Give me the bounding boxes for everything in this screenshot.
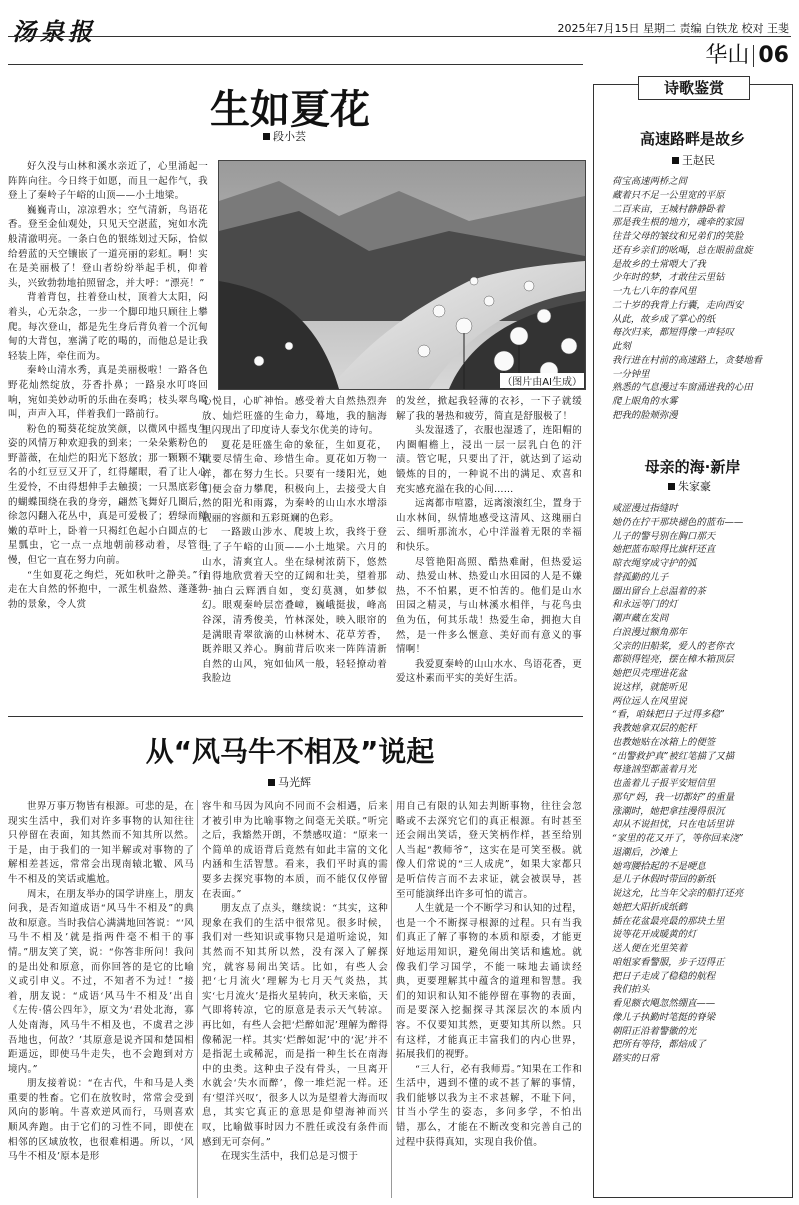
paragraph: 朋友点了点头，继续说：“其实，这种现象在我们的生活中很常见。很多时候，我们对一些知识或事物只是道听途说，知其然而不知其所以然，没有深入了解探究，就容易闹出笑话。比如，有些人会把‘七月流火’理解为七月天气炎热，其实‘七月流火’是指火星转向，秋天来临，天气即将转凉，它的原意是表示天气转凉。再比如，有些人会把‘烂醉如泥’理解为醉得像稀泥一样。其实‘烂醉如泥’中的‘泥’并不是指泥土或稀泥，而是指一种生长在南海中的虫类。这种虫子没有骨头，一旦离开水就会‘失水而醉’，像一堆烂泥一样。还有‘望洋兴叹’，很多人以为是望着大海而叹息，其实它真正的意思是仰望海神而兴叹，比喻做事时因力不胜任或没有条件而感到无可奈何。” xyxy=(202,903,388,1148)
poem-line: 一分钟里 xyxy=(612,368,650,380)
section-divider xyxy=(753,45,754,67)
poem-line: 白浪漫过额角那年 xyxy=(612,626,688,638)
article1-column-3 xyxy=(396,395,582,705)
paragraph: 夏花是旺盛生命的象征，生如夏花，就要尽情生命、珍惜生命。夏花如万物一样，都在努力生长。只要有一缕阳光，她们便会奋力攀爬，积极向上，去接受大自然的阳光和雨露，为秦岭的山山水水增添靓丽的容颜和五彩斑斓的色彩。 xyxy=(202,439,387,524)
poem-line: 她仍在拧干那块褪色的蓝布—— xyxy=(612,516,744,528)
poem-line: 和永远等门的灯 xyxy=(612,599,678,611)
article-divider xyxy=(8,716,583,717)
poem-line: 圈出留台上总温着的茶 xyxy=(612,585,706,597)
paragraph: 朋友接着说：“在古代，牛和马是人类重要的牲畜。它们在放牧时，常常会受到风向的影响。牛喜欢逆风而行，马则喜欢顺风奔跑。由于它们的习性不同，即使在相邻的区域放牧，也很难相遇。所以，‘风马牛不相及’原本是形 xyxy=(8,1078,194,1163)
paragraph: 我爱夏秦岭的山山水水、鸟语花香，更爱这朴素而平实的美好生活。 xyxy=(396,658,582,685)
poem-line: 插在花盆最亮最的那块土里 xyxy=(612,915,725,927)
poem-line: 她把贝壳理进花盆 xyxy=(612,668,688,679)
poem-line: 藏着只不足一公里宽的平原 xyxy=(612,189,725,201)
byline-square-icon xyxy=(268,779,275,786)
paragraph: 容牛和马因为风向不同而不会相遇，后来才被引申为比喻事物之间毫无关联。”听完之后，我豁然开朗，不禁感叹道：“原来一个简单的成语背后竟然有如此丰富的文化内涵和生活智慧。看来，我们平时真的需要多去探究事物的本质，而不能仅仅停留在表面。” xyxy=(202,801,388,900)
page-number: 06 xyxy=(758,43,789,68)
poem-line: 荷宝高速两桥之间 xyxy=(612,176,688,187)
poem-line: 还有乡亲们的吆喝，总在眼前盘旋 xyxy=(612,244,753,256)
column-rule xyxy=(391,800,392,1198)
poem-line: “出警救护真”被红笔描了又描 xyxy=(612,750,735,762)
poem-line: 送人便在光里笑着 xyxy=(612,943,688,954)
poem-line: 二百来亩，王城村静静卧着 xyxy=(612,203,725,215)
header-rule xyxy=(8,36,791,37)
article2-column-1 xyxy=(8,800,194,1198)
column-rule xyxy=(197,800,198,1198)
poem-line: 从此，故乡成了掌心的纸 xyxy=(612,313,716,325)
poem-line: 说这允，比当年父亲的船打还亮 xyxy=(612,888,744,899)
poem-line: 都锁得锃亮，摆在樟木箱顶层 xyxy=(612,654,734,666)
poem-line: 是故乡的土常喂大了我 xyxy=(612,258,706,270)
paragraph: 秦岭山清水秀，真是美丽极啦！一路各色野花灿然绽放，芬香扑鼻；一路泉水叮咚回响，宛如美妙动听的乐曲在奏鸣；枝头翠鸟鸣叫，声声入耳，伴着我们一路前行。 xyxy=(8,365,208,421)
article1-column-2 xyxy=(202,395,387,705)
poem-line: 父亲的旧船桨，爱人的老你衣 xyxy=(612,640,734,652)
paragraph: 心悦目，心旷神怡。感受着大自然热烈奔放、灿烂旺盛的生命力，蓦地，我的脑海里闪现出了印度诗人泰戈尔优美的诗句。 xyxy=(202,396,387,437)
poem1-byline: 王赵民 xyxy=(672,152,715,168)
paragraph: 用自己有限的认知去判断事物，往往会忽略或不去深究它们的真正根源。有时甚至还会闹出笑话，登天笑柄作样，甚至给别人当起“教师爷”，这实在是可笑至极。就像人们常说的“三人成虎”，如果大家都只是听信传言而不去求证，就会被误导，甚至可能演绎出许多可怕的谎言。 xyxy=(396,801,582,900)
article2-byline: 马光辉 xyxy=(268,774,311,790)
paragraph: 好久没与山林和溪水亲近了，心里涌起一阵阵向往。今日终于如愿，而且一起作气，我登上了秦岭子午峪的山顶——小土地梁。 xyxy=(8,161,208,202)
poem-line: 熟悉的气息漫过车窗涌进我的心田 xyxy=(612,382,753,394)
poem-line: 二十岁的我背上行囊，走向西安 xyxy=(612,299,744,311)
article1-column-1 xyxy=(8,160,208,705)
poem-line: 也教她贴在冰箱上的便签 xyxy=(612,736,716,748)
photo-caption: （图片由AI生成） xyxy=(500,373,584,388)
poem-line: 晾衣绳穿成守护的弧 xyxy=(612,558,697,569)
poem-line: 看见额衣飓忽然绷直—— xyxy=(612,998,716,1009)
poem1-body xyxy=(612,175,788,423)
poem-line: 把我的脸颊弥漫 xyxy=(612,409,678,421)
poem-line: 咱姐家看警服，步子迈得正 xyxy=(612,956,725,968)
poem-line: 此刻 xyxy=(612,341,631,352)
article2-column-3 xyxy=(396,800,582,1198)
poem-line: 她弯腰拾起的不是哽息 xyxy=(612,860,706,872)
byline-square-icon xyxy=(672,157,679,164)
poem1-title: 高速路畔是故乡 xyxy=(639,130,745,148)
landscape-flowers-image xyxy=(219,161,585,389)
masthead-logo: 汤泉报 xyxy=(12,17,96,46)
sidebar-header: 诗歌鉴赏 xyxy=(638,76,750,100)
article1-title: 生如夏花 xyxy=(210,87,370,133)
article2-column-2 xyxy=(202,800,388,1198)
section-name: 华山 xyxy=(705,43,750,68)
poem-line: “看，咱妹把日子过得多稳” xyxy=(612,709,725,721)
issue-meta: 2025年7月15日 星期二 责编 白铁龙 校对 王斐 xyxy=(557,22,789,35)
paragraph: 的发丝，掀起我轻薄的衣衫，一下子就缓解了我的暑热和疲劳，简直是舒服极了！ xyxy=(396,396,582,422)
poem-line: 也盖着儿子报平安短信里 xyxy=(612,778,716,789)
poem2-byline: 朱家豪 xyxy=(668,478,711,494)
poem-line: 爬上眼角的水雾 xyxy=(612,396,678,407)
poem-line: 一九七八年的春风里 xyxy=(612,286,697,297)
poem2-body xyxy=(612,502,788,1066)
section-label xyxy=(705,38,789,69)
poem-line: 那是我生根的地方，魂牵的家园 xyxy=(612,217,744,229)
paragraph: 巍巍青山，凉凉碧水；空气清新，鸟语花香。登至金仙观处，只见天空湛蓝，宛如水洗般清澈明亮。一条白色的银练划过天际，恰似给碧蓝的天空镶嵌了一道亮丽的彩虹。啊！实在是美丽极了！登山者纷纷举起手机，仰着头，兴致勃勃地拍照留念，并大呼：“漂亮！” xyxy=(8,204,208,289)
poem-line: 像儿子执勤时笔挺的脊梁 xyxy=(612,1011,716,1023)
poem-line: 却从不说担忧，只在电话里讲 xyxy=(612,819,734,831)
poem-line: 退潮后，沙滩上 xyxy=(612,846,678,858)
poem-line: 说这样，就能听见 xyxy=(612,681,688,693)
poem-line: 涨潮时，她把拿挂漫得很沉 xyxy=(612,805,725,817)
poem-line: 把所有等待，都焙成了 xyxy=(612,1039,706,1051)
article1-byline: 段小芸 xyxy=(263,128,306,144)
poem-line: 往昔父母的皱纹和兄弟们的笑脸 xyxy=(612,231,744,242)
byline-square-icon xyxy=(263,133,270,140)
article2-title: 从“风马牛不相及”说起 xyxy=(145,735,435,768)
poem-line: 踏实的日常 xyxy=(612,1053,659,1064)
poem-line: 替孤勤的儿子 xyxy=(612,571,669,583)
poem-line: 潮声藏在发间 xyxy=(612,613,669,624)
paragraph: 远离都市喧嚣，远离滚滚红尘，置身于山水林间，纵情地感受这清风、这瑰丽白云、细听那流水，心中洋溢着无限的幸福和快乐。 xyxy=(396,498,582,553)
poem-line: 我们拍头 xyxy=(612,984,650,996)
poem-line: 她把大阳折成纸鹤 xyxy=(612,901,688,913)
poem-line: 每次归来，都短得像一声轻叹 xyxy=(612,327,734,339)
poem-line: 她把蓝布晾得比旗杆还直 xyxy=(612,544,716,556)
poem-line: 是儿子休假时带回的新纸 xyxy=(612,874,716,886)
paragraph: 尽管艳阳高照、酷热难耐，但热爱运动、热爱山林、热爱山水田园的人是不嫌热，不不怕累，更不怕苦的。他们是山水田园之精灵，与山林溪水相伴，与花鸟虫鱼为伍，何其乐哉！热爱生命，拥抱大自然，是一件多么惬意、美好而有意义的事情啊！ xyxy=(396,556,582,656)
paragraph: “生如夏花之绚烂，死如秋叶之静美。”行走在大自然的怀抱中，一派生机盎然、蓬蓬勃勃的景象，令人赏 xyxy=(8,569,208,610)
poem-line: “家里的花又开了，等你回来浇” xyxy=(612,833,744,844)
paragraph: 一路跋山涉水、爬坡上坎，我终于登上了子午峪的山顶——小土地梁。六月的山水，清爽宜人。坐在绿树浓荫下，悠然自得地欣赏着天空的辽阔和壮美，望着那一抽白云辉洒自如，变幻莫测，如梦似幻。眼观秦岭层峦叠嶂，巍峨挺拔，峰高谷深，清秀俊美，竹林深处，映入眼帘的是满眼青翠欲滴的山林树木、花草芳香，既养眼又养心。胸前背后吹来一阵阵清新自然的山风，宛如仙风一般，轻轻撩动着我脸边 xyxy=(202,527,387,685)
poem-line: 我教她拿双层的舵杆 xyxy=(612,723,697,734)
paragraph: 头发湿透了，衣服也湿透了，连阳帽的内圈帽檐上，浸出一层一层乳白色的汗渍。管它呢，只要出了汗，就达到了运动锻炼的目的，一种说不出的满足、欢喜和充实感充溢在我的心间…… xyxy=(396,425,582,495)
paragraph: “三人行，必有我师焉。”知果在工作和生活中，遇到不懂的或不甚了解的事情，我们能够以我为主不求甚解，不耻下问，甘当小学生的姿态，多问多学，不怕出错，那么，才能在不断改变和完善自己的过程中获得真知，实现自我价值。 xyxy=(396,1063,582,1148)
poem2-title: 母亲的海·新岸 xyxy=(644,458,741,476)
paragraph: 周末，在朋友举办的国学讲座上，朋友问我，是否知道成语“风马牛不相及”的典故和原意。当时我信心满满地回答说：“‘风马牛不相及’就是指两件毫不相干的事情。”朋友笑了笑，说：“你答非所问！我问的是出处和原意，而你回答的是它的比喻义或引申义。不过，不知者不为过！”接着，朋友说：“成语‘风马牛不相及’出自《左传·僖公四年》，原文为‘君处北海，寡人处南海，风马牛不相及也，不虞君之涉吾地也，何故？’其原意是说齐国和楚国相距遥远，即使马牛走失，也不会跑到对方境内。” xyxy=(8,888,194,1075)
poem-line: 儿子的警号别在胸口那天 xyxy=(612,530,716,542)
paragraph: 人生就是一个不断学习和认知的过程，也是一个不断探寻根源的过程。只有当我们真正了解了事物的本质和原委，才能更好地运用知识，避免闹出笑话和尴尬。就像我们学习国学，不能一味地去诵读经典，更要理解其中蕴含的道理和智慧。我们的知识和认知不能停留在事物的表面，而是要深入挖掘探寻其深层次的本质内容。不仅要知其然，更要知其所以然。只有这样，才能真正丰富我们的内心世界，拓展我们的视野。 xyxy=(396,903,582,1061)
paragraph: 背着背包，拄着登山杖，顶着大太阳，闷着头，心无杂念，一步一个脚印地只顾往上攀爬。每次登山，都是先生身后背负着一个沉甸甸的大背包，塞满了吃的喝的，而他总是让我轻装上阵，牵住而为。 xyxy=(8,292,208,362)
paragraph: 在现实生活中，我们总是习惯于 xyxy=(221,1151,359,1163)
paragraph: 粉色的蜀葵花绽放笑颜，以微风中摇曳生姿的风情万种欢迎我的到来；一朵朵紫粉色的野蔷薇，在灿烂的阳光下怒放；那一颗颗不知名的小红豆豆又开了，红得耀眼，看了让人心生爱怜，不由得想伸手去触摸；一只黑底彩色的蝴蝶围绕在我的身旁，翩然飞舞好几圈后，徐忽闪翻入花丛中，真是可爱极了；碧绿而鲜嫩的草叶上，卧着一只褐红色起小白圆点的七星瓢虫，它一点一点地朝前移动着，尽管很慢，但它一直在努力向前。 xyxy=(8,423,208,567)
poem-line: 少年时的梦，才敢往云里钻 xyxy=(612,272,725,284)
poem-line: 朝阳正沿着警徽的光 xyxy=(612,1025,697,1037)
poem-line: 说等花开成暖黄的灯 xyxy=(612,929,697,941)
poem-line: 我行进在村前的高速路上，贪婪地看 xyxy=(612,354,763,366)
poem-line: 把日子走成了稳稳的航程 xyxy=(612,970,716,982)
poem-line: 每逢汹型都盖着月光 xyxy=(612,764,697,776)
poem-line: 两位远人在风里说 xyxy=(612,695,688,707)
section-rule xyxy=(8,64,583,65)
paragraph: 世界万事万物皆有根源。可悲的是，在现实生活中，我们对许多事物的认知往往只停留在表面，知其然而不知其所以然。于是，由于我们的一知半解或对事物的了解相差甚远，常常会出现南辕北辙、风马牛不相及的笑话或尴尬。 xyxy=(8,801,194,885)
illustration-photo xyxy=(218,160,586,390)
poem-line: 咸涩漫过指缝时 xyxy=(612,503,678,514)
poem-line: 那句“妈，我一切都好”的重量 xyxy=(612,791,735,803)
byline-square-icon xyxy=(668,483,675,490)
